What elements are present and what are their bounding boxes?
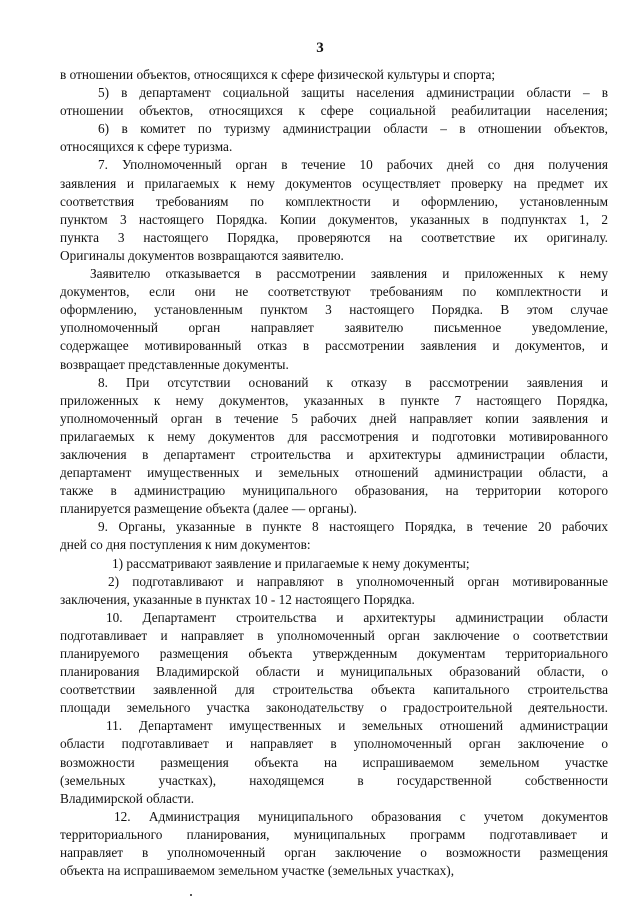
text-line: отношении объектов, относящихся к сфере социальной реабилитации населения; xyxy=(60,103,608,119)
text-line: области подготавливает и направляет в уполномоченный орган заключение о xyxy=(60,736,608,752)
text-line: планирования Владимирской области и муниципальных образований области, о xyxy=(60,664,608,680)
document-body xyxy=(60,66,608,880)
text-line: в отношении объектов, относящихся к сфере физической культуры и спорта; xyxy=(60,67,496,82)
text-line: объекта на испрашиваемом земельном участке (земельных участках), xyxy=(60,863,455,879)
text-line: соответствии заявленной для строительства объекта капитального строительства xyxy=(60,682,608,698)
text-line: (земельных участках), находящемся в государственной собственности xyxy=(60,772,608,788)
text-line: пункта 3 настоящего Порядка, проверяются на соответствие их оригиналу. xyxy=(60,229,608,245)
text-line: содержащее мотивированный отказ в рассмотрении заявления и документов, и xyxy=(60,338,608,354)
text-line: территориального планирования, муниципальных программ подготавливает и xyxy=(60,826,608,842)
scan-speck xyxy=(190,894,192,896)
text-line: 6) в комитет по туризму администрации области – в отношении объектов, xyxy=(98,121,608,137)
text-line: заявления и прилагаемых к нему документов осуществляет проверку на предмет их xyxy=(60,175,608,191)
text-line: площади земельного участка законодательству о градостроительной деятельности. xyxy=(60,700,608,716)
text-line: заключения в департамент строительства и архитектуры администрации области, xyxy=(60,446,608,462)
text-line: 2) подготавливают и направляют в уполномоченный орган мотивированные xyxy=(108,573,608,589)
text-line: 10. Департамент строительства и архитектуры администрации области xyxy=(106,609,608,625)
page-number: 3 xyxy=(316,40,324,56)
text-line: 5) в департамент социальной защиты населения администрации области – в xyxy=(98,85,608,101)
text-line: также в администрацию муниципального образования, на территории которого xyxy=(60,483,608,499)
text-line: уполномоченный орган направляет заявителю письменное уведомление, xyxy=(60,320,608,336)
text-line: 1) рассматривают заявление и прилагаемые к нему документы; xyxy=(112,555,470,571)
text-line: оформлению, установленным пунктом 3 настоящего Порядка. В этом случае xyxy=(60,302,608,318)
text-line: планируется размещение объекта (далее — органы). xyxy=(60,501,357,517)
text-line: департамент имущественных и земельных отношений администрации области, а xyxy=(60,465,608,481)
text-line: возможности размещения объекта на испрашиваемом земельном участке xyxy=(60,754,608,770)
text-line: 7. Уполномоченный орган в течение 10 рабочих дней со дня получения xyxy=(98,157,608,173)
text-line: соответствия требованиям по комплектности и оформлению, установленным xyxy=(60,193,608,209)
text-line: Заявителю отказывается в рассмотрении заявления и приложенных к нему xyxy=(90,266,608,282)
text-line: прилагаемых к нему документов для рассмотрения и подготовки мотивированного xyxy=(60,428,608,444)
text-line: дней со дня поступления к ним документов: xyxy=(60,537,311,553)
text-line: 9. Органы, указанные в пункте 8 настоящего Порядка, в течение 20 рабочих xyxy=(98,519,608,535)
text-line: Владимирской области. xyxy=(60,790,195,806)
text-line: подготавливает и направляет в уполномоченный орган заключение о соответствии xyxy=(60,627,608,643)
text-line: заключения, указанные в пунктах 10 - 12 настоящего Порядка. xyxy=(60,591,415,607)
text-line: возвращает представленные документы. xyxy=(60,356,289,372)
text-line: планируемого размещения объекта утвержденным документам территориального xyxy=(60,646,608,661)
text-line: пунктом 3 настоящего Порядка. Копии документов, указанных в подпунктах 1, 2 xyxy=(60,211,608,227)
text-line: документов, если они не соответствуют требованиям по комплектности и xyxy=(60,284,608,300)
text-line: относящихся к сфере туризма. xyxy=(60,139,233,155)
text-line: приложенных к нему документов, указанных в пункте 7 настоящего Порядка, xyxy=(60,392,608,408)
text-line: 8. При отсутствии оснований к отказу в рассмотрении заявления и xyxy=(98,374,608,390)
text-line: 11. Департамент имущественных и земельных отношений администрации xyxy=(106,718,608,734)
text-line: Оригиналы документов возвращаются заявителю. xyxy=(60,247,344,263)
text-line: 12. Администрация муниципального образования с учетом документов xyxy=(114,808,608,824)
text-line: уполномоченный орган в течение 5 рабочих дней направляет копии заявления и xyxy=(60,410,608,426)
text-line: направляет в уполномоченный орган заключение о возможности размещения xyxy=(60,845,608,861)
